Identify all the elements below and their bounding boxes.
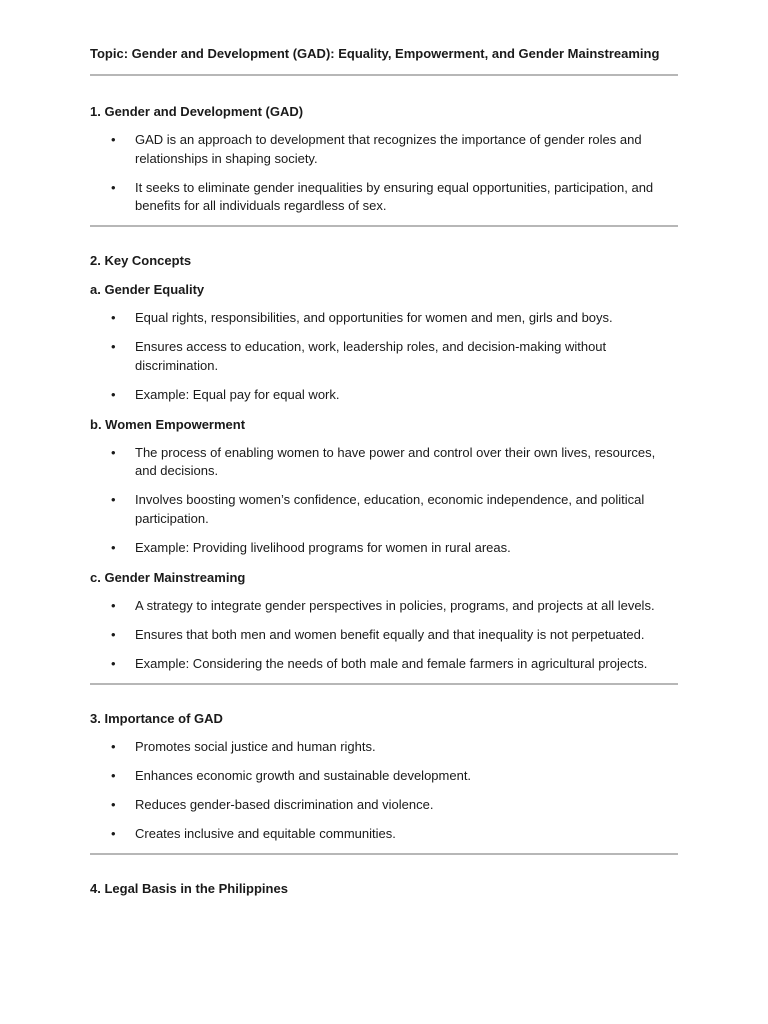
list-item	[90, 796, 678, 815]
list-item	[90, 338, 678, 375]
bullet-icon: •	[111, 386, 116, 402]
list-item	[90, 179, 678, 216]
list-item-text: Enhances economic growth and sustainable development.	[135, 767, 472, 783]
list-item	[90, 539, 678, 558]
bullet-icon: •	[111, 444, 116, 460]
bullet-icon: •	[111, 796, 116, 812]
section-heading: 1. Gender and Development (GAD)	[90, 104, 304, 119]
list-item	[90, 309, 678, 328]
list-item	[90, 597, 678, 616]
list-item	[90, 444, 678, 481]
list-item-text: Equal rights, responsibilities, and opportunities for women and men, girls and boys.	[135, 310, 613, 325]
list-item-text: Involves boosting women’s confidence, education, economic independence, and political participation.	[135, 492, 645, 526]
section-importance	[90, 685, 678, 844]
list-item-text: Example: Considering the needs of both male and female farmers in agricultural projects.	[135, 655, 648, 671]
list-item-text: GAD is an approach to development that recognizes the importance of gender roles and relationships in shaping society.	[135, 132, 642, 166]
bullet-icon: •	[111, 626, 116, 642]
list-item	[90, 626, 678, 645]
list-item	[90, 825, 678, 844]
section-gad	[90, 76, 678, 216]
document-topic: Topic: Gender and Development (GAD): Equality, Empowerment, and Gender Mainstreaming	[90, 46, 660, 61]
subsection-heading: a. Gender Equality	[90, 282, 205, 297]
bullet-icon: •	[111, 492, 116, 507]
list-item	[90, 491, 678, 528]
list-item	[90, 738, 678, 757]
list-item-text: Reduces gender-based discrimination and violence.	[135, 796, 434, 812]
list-item-text: Ensures that both men and women benefit equally and that inequality is not perpetuated.	[135, 626, 645, 642]
list-item	[90, 767, 678, 786]
subsection-heading: b. Women Empowerment	[90, 416, 246, 432]
section-key-concepts	[90, 227, 678, 673]
bullet-icon: •	[111, 310, 116, 325]
list-item-text: Creates inclusive and equitable communities.	[135, 825, 396, 841]
list-item-text: Promotes social justice and human rights.	[135, 738, 376, 754]
list-item-text: It seeks to eliminate gender inequalities by ensuring equal opportunities, participation, and benefits for all individuals regardless of sex.	[135, 179, 654, 213]
list-item-text: The process of enabling women to have power and control over their own lives, resources, and decisions.	[135, 444, 656, 478]
list-item-text: A strategy to integrate gender perspectives in policies, programs, and projects at all levels.	[135, 597, 655, 613]
bullet-icon: •	[111, 179, 116, 195]
bullet-icon: •	[111, 738, 116, 754]
bullet-icon: •	[111, 825, 116, 841]
document-page	[90, 44, 678, 908]
bullet-icon: •	[111, 132, 116, 147]
bullet-list	[90, 444, 678, 558]
list-item-text: Example: Providing livelihood programs for women in rural areas.	[135, 539, 511, 555]
bullet-icon: •	[111, 597, 116, 613]
list-item-text: Ensures access to education, work, leadership roles, and decision-making without discrimination.	[135, 339, 607, 373]
list-item	[90, 655, 678, 674]
list-item	[90, 386, 678, 405]
bullet-icon: •	[111, 339, 116, 354]
subsection-heading: c. Gender Mainstreaming	[90, 569, 246, 585]
section-heading: 4. Legal Basis in the Philippines	[90, 880, 288, 896]
list-item-text: Example: Equal pay for equal work.	[135, 386, 340, 402]
section-heading: 3. Importance of GAD	[90, 710, 223, 726]
bullet-icon: •	[111, 655, 116, 671]
bullet-icon: •	[111, 539, 116, 555]
bullet-list	[90, 597, 678, 674]
section-heading: 2. Key Concepts	[90, 253, 192, 268]
bullet-icon: •	[111, 767, 116, 783]
bullet-list	[90, 131, 678, 216]
list-item	[90, 131, 678, 168]
bullet-list	[90, 309, 678, 404]
bullet-list	[90, 738, 678, 844]
section-legal-basis	[90, 855, 678, 899]
